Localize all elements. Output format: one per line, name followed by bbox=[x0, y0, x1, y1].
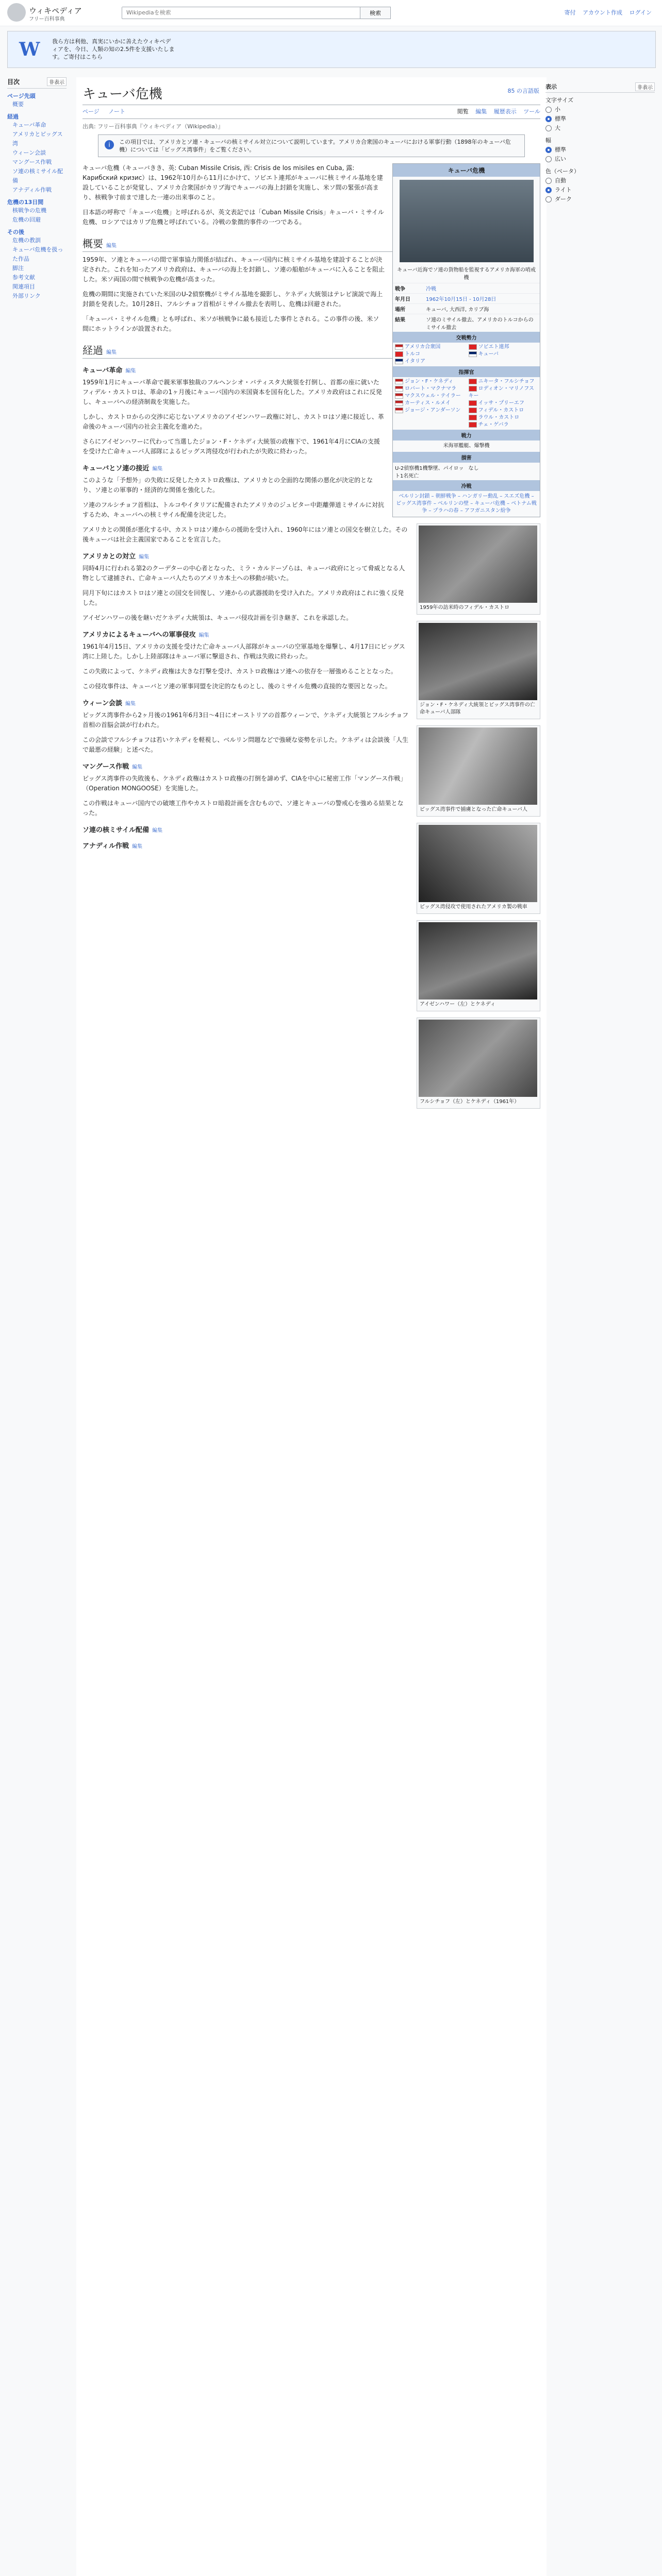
search-input[interactable] bbox=[122, 7, 357, 18]
login-link[interactable]: ログイン bbox=[629, 9, 652, 16]
commander bbox=[395, 400, 465, 407]
commander bbox=[395, 378, 465, 385]
subsection-heading-text: マングース作戦 bbox=[82, 763, 129, 771]
flag-icon bbox=[395, 379, 403, 384]
toc-item[interactable]: 関連項目 bbox=[12, 283, 35, 290]
radio-button-icon[interactable] bbox=[545, 196, 552, 202]
toc-item[interactable]: 危機の13日間 bbox=[7, 199, 44, 206]
commander bbox=[469, 378, 538, 385]
color-option-label: 自動 bbox=[555, 177, 566, 184]
subsection-heading-text: ソ連の核ミサイル配備 bbox=[82, 826, 150, 834]
toc-item[interactable]: 核戦争の危機 bbox=[12, 207, 46, 214]
toc-title-label: 目次 bbox=[7, 78, 20, 86]
section-heading-text: 経過 bbox=[82, 344, 103, 357]
infobox-caption: キューバ近海でソ連の貨物船を監視するアメリカ海軍の哨戒機 bbox=[397, 267, 536, 281]
toc-item[interactable]: ページ先頭 bbox=[7, 93, 36, 99]
flag-icon bbox=[395, 408, 403, 413]
commanders bbox=[393, 377, 540, 430]
commander bbox=[395, 407, 465, 414]
campaign-list[interactable]: ベルリン封鎖 – 朝鮮戦争 – ハンガリー動乱 – スエズ危機 – ピッグス湾事件 – ベルリンの壁 – キューバ危機 – ベトナム戦争 – プラハの春 – アフガニスタン紛争 bbox=[396, 494, 537, 514]
radio-button-icon[interactable] bbox=[545, 107, 552, 113]
tab-tools[interactable]: ツール bbox=[523, 108, 540, 115]
edit-section-link[interactable]: 編集 bbox=[125, 368, 136, 374]
body-paragraph: この失敗によって、ケネディ政権は大きな打撃を受け、カストロ政権はソ連への依存を一層強めることとなった。 bbox=[82, 668, 397, 675]
body-paragraph: ピッグス湾事件から2ヶ月後の1961年6月3日〜4日にオーストリアの首都ウィーンで、ケネディ大統領とフルシチョフ首相の首脳会談が行われた。 bbox=[82, 711, 409, 728]
width-option-label: 標準 bbox=[555, 146, 566, 153]
toc-title bbox=[7, 77, 67, 89]
belligerent-link[interactable]: キューバ bbox=[478, 351, 499, 357]
figure-thumbnail bbox=[417, 920, 540, 1011]
commander-link[interactable]: チェ・ゲバラ bbox=[478, 422, 509, 428]
color-label: 色（ベータ） bbox=[545, 168, 580, 175]
figure-thumbnail bbox=[417, 823, 540, 914]
wikipedia-logo-icon[interactable] bbox=[7, 3, 26, 22]
body-paragraph: 同時4月に行われる第2のクーデターの中心者となった、ミラ・カルドーゾらは、キューバ政府にとって脅威となる人物として逮捕され、亡命キューバ人たちのアメリカ本土への移動が続いた。 bbox=[82, 565, 405, 582]
figure-thumbnail bbox=[417, 621, 540, 719]
belligerents-heading: 交戦勢力 bbox=[393, 332, 540, 343]
commander bbox=[395, 385, 465, 393]
commander-link[interactable]: ロディオン・マリノフスキー bbox=[468, 386, 534, 399]
infobox bbox=[392, 163, 540, 517]
wordmark[interactable]: ウィキペディア bbox=[29, 6, 82, 15]
text-size-label: 文字サイズ bbox=[545, 97, 574, 104]
flag-icon bbox=[395, 351, 403, 357]
body-paragraph: この作戦はキューバ国内での破壊工作やカストロ暗殺計画を含むもので、ソ連とキューバの警戒心を強める結果となった。 bbox=[82, 800, 404, 817]
figure-caption: 1959年の訪米時のフィデル・カストロ bbox=[420, 605, 510, 611]
flag-icon bbox=[469, 351, 477, 357]
color-option[interactable] bbox=[545, 195, 655, 204]
commander bbox=[469, 414, 538, 421]
flag-icon bbox=[469, 408, 477, 413]
banner-text[interactable]: 我ら方は利他、真実にいかに善えたウィキペディアを、今日、人類の知の2.5件を支援いたします。ご寄付はこちら bbox=[52, 38, 175, 60]
body-paragraph: ピッグス湾事件の失敗後も、ケネディ政権はカストロ政権の打倒を諦めず、CIAを中心に秘密工作「マングース作戦」（Operation MONGOOSE）を実施した。 bbox=[82, 775, 407, 792]
toc-list bbox=[7, 92, 67, 301]
appearance-hide-button[interactable]: 非表示 bbox=[635, 82, 655, 91]
toc-item[interactable]: キューバ革命 bbox=[12, 122, 46, 128]
source-line: 出典: フリー百科事典『ウィキペディア（Wikipedia）』 bbox=[82, 123, 224, 130]
text-size-option[interactable] bbox=[545, 124, 655, 133]
infobox-key: 年月日 bbox=[395, 297, 410, 302]
body-paragraph: このような「予想外」の失敗に反発したカストロ政権は、アメリカとの全面的な関係の悪化が決定的となり、ソ連との軍事的・経済的な関係を強化した。 bbox=[82, 477, 373, 494]
figure-caption: ピッグス湾侵攻で使用されたアメリカ製の戦車 bbox=[420, 904, 527, 910]
figure-caption: フルシチョフ（左）とケネディ（1961年） bbox=[420, 1099, 520, 1105]
text-size-option-label: 大 bbox=[555, 125, 560, 131]
flag-icon bbox=[469, 400, 477, 406]
flag-icon bbox=[395, 344, 403, 350]
toc-item[interactable]: 経過 bbox=[7, 113, 19, 120]
toc-hide-button[interactable]: 非表示 bbox=[47, 77, 67, 86]
width-label: 幅 bbox=[545, 137, 551, 144]
appearance-title bbox=[545, 82, 655, 93]
figure-image[interactable] bbox=[419, 727, 537, 805]
radio-button-icon[interactable] bbox=[545, 147, 552, 153]
width-option[interactable] bbox=[545, 155, 655, 164]
body-paragraph: アメリカとの関係が悪化する中、カストロはソ連からの援助を受け入れ、1960年にはソ連との国交を樹立した。その後キューバは社会主義国家であることを宣言した。 bbox=[82, 526, 408, 543]
commander-link[interactable]: ジョージ・アンダーソン bbox=[405, 408, 461, 413]
search-box bbox=[122, 7, 391, 19]
flag-icon bbox=[395, 393, 403, 399]
intro-paragraph: 日本語の呼称で「キューバ危機」と呼ばれるが、英文表記では「Cuban Missile Crisis」キューバ・ミサイル危機、ロシアではカリブ危機と呼ばれている。冷戦の象徴的事件の一つである。 bbox=[82, 209, 384, 226]
commander-link[interactable]: ニキータ・フルシチョフ bbox=[478, 379, 535, 384]
campaign-heading: 冷戦 bbox=[393, 480, 540, 491]
toc-item[interactable]: 参考文献 bbox=[12, 274, 35, 281]
toc-item[interactable]: 外部リンク bbox=[12, 293, 41, 299]
body-paragraph: 1959年、ソ連とキューバの間で軍事協力関係が結ばれ、キューバ国内に核ミサイル基地を建設することが決定された。これを知ったアメリカ政府は、キューバの海上を封鎖し、ソ連の船舶がキューバに入ることを阻止した。米ソ両国の間で核戦争の危機が高まった。 bbox=[82, 256, 385, 283]
radio-button-icon[interactable] bbox=[545, 187, 552, 193]
edit-section-link[interactable]: 編集 bbox=[152, 466, 163, 472]
body-paragraph: 危機の期間に実施されていた米国のU-2偵察機がミサイル基地を撮影し、ケネディ大統領はテレビ演説で海上封鎖を発表した。10月28日、フルシチョフ首相がミサイル撤去を表明し、危機は回避された。 bbox=[82, 291, 383, 308]
flag-icon bbox=[469, 386, 477, 392]
body-paragraph: この会談でフルシチョフは若いケネディを軽視し、ベルリン問題などで強硬な姿勢を示した。ケネディは会談後「人生で最悪の経験」と述べた。 bbox=[82, 736, 408, 753]
flag-icon bbox=[469, 422, 477, 428]
color-option-label: ライト bbox=[555, 187, 572, 193]
body-paragraph: 1959年1月にキューバ革命で親米軍事独裁のフルヘンシオ・バティスタ大統領を打倒し、首都の座に就いたフィデル・カストロは、革命の1ヶ月後にキューバ国内の米国資本を国有化した。アメリカ政府はこれに反発し、キューバへの経済制裁を実施した。 bbox=[82, 379, 382, 405]
tab-page[interactable]: ページ bbox=[82, 108, 100, 115]
commander-link[interactable]: ロバート・マクナマラ bbox=[405, 386, 456, 392]
losses bbox=[393, 463, 540, 480]
body-paragraph: ソ連のフルシチョフ首相は、トルコやイタリアに配備されたアメリカのジュピター中距離弾道ミサイルに対抗するため、キューバへの核ミサイル配備を決定した。 bbox=[82, 501, 384, 518]
site-header bbox=[0, 0, 662, 26]
losses-a: U-2偵察機1機撃墜、パイロット1名死亡 bbox=[395, 466, 464, 479]
edit-section-link[interactable]: 編集 bbox=[152, 828, 163, 834]
belligerent-link[interactable]: イタリア bbox=[405, 359, 425, 364]
commander bbox=[469, 400, 538, 407]
main-content bbox=[76, 77, 547, 2576]
figure-caption: ジョン・F・ケネディ大統領とピッグス湾事件の亡命キューバ人部隊 bbox=[420, 702, 535, 715]
toc-item[interactable]: その後 bbox=[7, 229, 24, 235]
infobox-row bbox=[393, 293, 540, 303]
toc-item[interactable]: キューバ危機を扱った作品 bbox=[12, 246, 63, 262]
commander bbox=[395, 393, 465, 400]
figure-caption: アイゼンハワー（左）とケネディ bbox=[420, 1002, 495, 1007]
belligerent-link[interactable]: ソビエト連邦 bbox=[478, 344, 509, 350]
edit-section-link[interactable]: 編集 bbox=[198, 633, 209, 638]
infobox-value: キューバ, 大西洋, カリブ海 bbox=[426, 307, 489, 313]
infobox-title: キューバ危機 bbox=[393, 164, 540, 177]
create-account-link[interactable]: アカウント作成 bbox=[583, 9, 623, 16]
commander-link[interactable]: ラウル・カストロ bbox=[478, 415, 520, 420]
body-paragraph: 同月下旬にはカストロはソ連との国交を回復し、ソ連からの武器援助を受け入れた。アメリカ政府はこれに強く反発した。 bbox=[82, 589, 404, 606]
commander-link[interactable]: フィデル・カストロ bbox=[478, 408, 524, 413]
color-option-label: ダーク bbox=[555, 196, 572, 202]
infobox-row bbox=[393, 314, 540, 332]
commander-link[interactable]: ジョン・F・ケネディ bbox=[405, 379, 454, 384]
edit-section-link[interactable]: 編集 bbox=[131, 844, 142, 850]
flag-icon bbox=[469, 415, 477, 420]
belligerent-link[interactable]: アメリカ合衆国 bbox=[405, 344, 441, 350]
strength-text: 米海軍艦艇、爆撃機 bbox=[443, 443, 490, 449]
figure-caption: ピッグス湾事件で捕虜となった亡命キューバ人 bbox=[420, 807, 527, 812]
appearance-panel bbox=[545, 77, 655, 204]
width-option-label: 広い bbox=[555, 156, 566, 162]
color-option[interactable] bbox=[545, 176, 655, 185]
flag-icon bbox=[395, 359, 403, 364]
text-size-option-label: 小 bbox=[555, 106, 560, 113]
tab-history[interactable]: 履歴表示 bbox=[493, 108, 517, 115]
losses-heading: 損害 bbox=[393, 452, 540, 463]
subsection-heading-text: キューバとソ連の接近 bbox=[82, 465, 150, 472]
infobox-value[interactable]: 冷戦 bbox=[426, 286, 436, 292]
subsection-heading-text: アナディル作戦 bbox=[82, 842, 129, 850]
subsection-heading-text: アメリカによるキューバへの軍事侵攻 bbox=[82, 631, 196, 639]
body-paragraph: 「キューバ・ミサイル危機」とも呼ばれ、米ソが核戦争に最も接近した事件とされる。この事件の後、米ソ間にホットラインが設置された。 bbox=[82, 315, 379, 332]
flag-icon bbox=[395, 400, 403, 406]
body-paragraph: アイゼンハワーの後を継いだケネディ大統領は、キューバ侵攻計画を引き継ぎ、これを承認した。 bbox=[82, 614, 353, 621]
page-tabs bbox=[82, 107, 540, 119]
toc-item[interactable]: アメリカとピッグス湾 bbox=[12, 131, 63, 147]
infobox-value: ソ連のミサイル撤去、アメリカのトルコからのミサイル撤去 bbox=[426, 317, 534, 331]
toc-item[interactable]: ウィーン会談 bbox=[12, 149, 46, 156]
belligerents bbox=[393, 343, 540, 366]
figure-image[interactable] bbox=[419, 1020, 537, 1097]
donation-banner bbox=[7, 31, 656, 68]
radio-button-icon[interactable] bbox=[545, 125, 552, 131]
figure-image[interactable] bbox=[419, 526, 537, 603]
strength-heading: 戦力 bbox=[393, 430, 540, 440]
hatnote-text: この項目では、アメリカとソ連・キューバの核ミサイル対立について説明しています。アメリカ合衆国のキューバにおける軍事行動（1898年のキューバ危機）については「ピッグス湾事件」をご覧ください。 bbox=[119, 139, 511, 153]
radio-button-icon[interactable] bbox=[545, 116, 552, 122]
commander bbox=[469, 421, 538, 429]
tab-read[interactable]: 閲覧 bbox=[457, 108, 469, 115]
infobox-image[interactable] bbox=[400, 180, 534, 262]
subsection-heading-text: キューバ革命 bbox=[82, 367, 123, 375]
body-paragraph: この侵攻事件は、キューバとソ連の軍事同盟を決定的なものとし、後のミサイル危機の直接的な要因となった。 bbox=[82, 683, 391, 690]
toc-item[interactable]: 概要 bbox=[12, 101, 24, 108]
toc-item[interactable]: ソ連の核ミサイル配備 bbox=[12, 168, 63, 184]
toc-item[interactable]: マングース作戦 bbox=[12, 159, 52, 165]
edit-section-link[interactable]: 編集 bbox=[132, 765, 143, 770]
tab-edit[interactable]: 編集 bbox=[475, 108, 487, 115]
text-size-option[interactable] bbox=[545, 105, 655, 114]
flag-icon bbox=[469, 344, 477, 350]
infobox-row bbox=[393, 283, 540, 293]
figure-image[interactable] bbox=[419, 922, 537, 999]
toc-item[interactable]: アナディル作戦 bbox=[12, 187, 52, 193]
user-links bbox=[559, 8, 652, 16]
text-size-option[interactable] bbox=[545, 114, 655, 124]
figure-thumbnail bbox=[417, 523, 540, 615]
intro-paragraph: キューバ危機（キューバきき、英: Cuban Missile Crisis, 西: Crisis de los misiles en Cuba, 露: Карибский кризис）は、1962年10月から11月にかけて、ソビエト連邦がキューバに核ミサイル基地を建設していることが発覚し、アメリカ合衆国がカリブ海でキューバの海上封鎖を実施し、米ソ間の緊張が高まり、核戦争寸前まで達した一連の出来事のこと。 bbox=[82, 164, 383, 201]
section-heading-text: 概要 bbox=[82, 238, 103, 250]
commanders-heading: 指揮官 bbox=[393, 366, 540, 377]
commander bbox=[469, 407, 538, 414]
infobox-key: 戦争 bbox=[395, 286, 405, 292]
figure-thumbnail bbox=[417, 1018, 540, 1109]
losses-b: なし bbox=[468, 466, 479, 471]
text-size-option-label: 標準 bbox=[555, 115, 566, 122]
body-paragraph: しかし、カストロからの交渉に応じないアメリカのアイゼンハワー政権に対し、カストロはソ連に接近し、革命後のキューバ国内の社会主義化を進めた。 bbox=[82, 413, 384, 430]
figure-thumbnail bbox=[417, 725, 540, 817]
figure-image[interactable] bbox=[419, 825, 537, 902]
edit-section-link[interactable]: 編集 bbox=[106, 243, 117, 249]
belligerent-link[interactable]: トルコ bbox=[405, 351, 420, 357]
appearance-title-label: 表示 bbox=[545, 83, 557, 90]
table-of-contents bbox=[7, 77, 67, 301]
tab-talk[interactable]: ノート bbox=[108, 108, 125, 115]
flag-icon bbox=[395, 386, 403, 392]
figure-image[interactable] bbox=[419, 623, 537, 700]
infobox-key: 結果 bbox=[395, 317, 405, 323]
subsection-heading-text: ウィーン会談 bbox=[82, 700, 122, 707]
hatnote bbox=[98, 134, 525, 157]
edit-section-link[interactable]: 編集 bbox=[106, 350, 117, 355]
commander-link[interactable]: カーティス・ルメイ bbox=[405, 400, 451, 406]
width-option[interactable] bbox=[545, 145, 655, 155]
color-option[interactable] bbox=[545, 185, 655, 195]
body-paragraph: さらにアイゼンハワーに代わって当選したジョン・F・ケネディ大統領の政権下で、1961年4月にCIAの支援を受けた亡命キューバ人部隊によるピッグス湾侵攻が行われたが失敗に終わった。 bbox=[82, 438, 380, 455]
commander-link[interactable]: イッサ・プリーエフ bbox=[478, 400, 524, 406]
page-title: キューバ危機 bbox=[82, 83, 540, 105]
subsection-heading-text: アメリカとの対立 bbox=[82, 553, 136, 561]
radio-button-icon[interactable] bbox=[545, 156, 552, 162]
language-button[interactable]: 85 の言語版 bbox=[507, 88, 539, 94]
body-paragraph: 1961年4月15日、アメリカの支援を受けた亡命キューバ人部隊がキューバの空軍基地を爆撃し、4月17日にピッグス湾に上陸した。しかし上陸部隊はキューバ軍に撃退され、作戦は失敗に終わった。 bbox=[82, 643, 405, 660]
commander bbox=[469, 385, 538, 400]
tagline: フリー百科事典 bbox=[29, 16, 65, 22]
search-button[interactable]: 検索 bbox=[360, 7, 391, 19]
flag-icon bbox=[469, 379, 477, 384]
radio-button-icon[interactable] bbox=[545, 178, 552, 184]
edit-section-link[interactable]: 編集 bbox=[125, 701, 136, 707]
infobox-row bbox=[393, 303, 540, 314]
edit-section-link[interactable]: 編集 bbox=[139, 554, 150, 560]
toc-item[interactable]: 危機の教訓 bbox=[12, 237, 41, 244]
banner-logo-icon: W bbox=[19, 39, 40, 60]
infobox-value[interactable]: 1962年10月15日 - 10月28日 bbox=[426, 297, 496, 302]
infobox-key: 場所 bbox=[395, 307, 405, 313]
donate-link[interactable]: 寄付 bbox=[564, 9, 576, 16]
toc-item[interactable]: 危機の回避 bbox=[12, 216, 41, 223]
info-icon: i bbox=[105, 140, 114, 149]
toc-item[interactable]: 脚注 bbox=[12, 265, 24, 272]
commander-link[interactable]: マクスウェル・テイラー bbox=[405, 393, 461, 399]
